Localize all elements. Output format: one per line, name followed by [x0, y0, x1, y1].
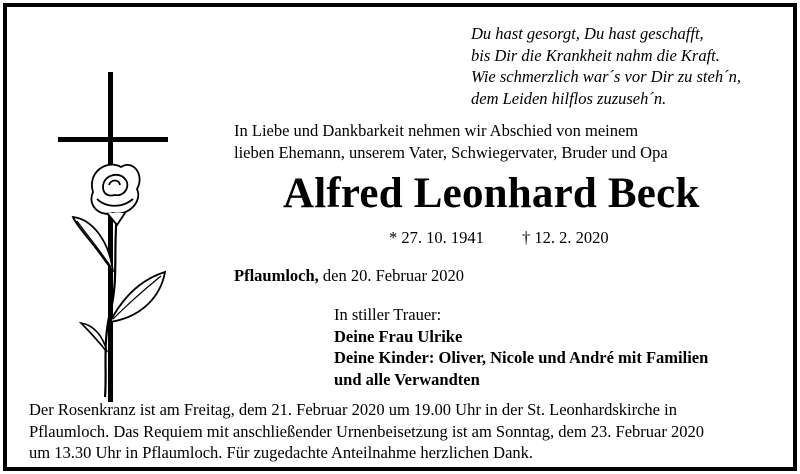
- deceased-name: Alfred Leonhard Beck: [283, 170, 700, 217]
- cross-with-rose-icon: [47, 67, 187, 407]
- service-line: Pflaumloch. Das Requiem mit anschließender Urnenbeisetzung ist am Sonntag, dem 23. Februar 2020: [29, 421, 704, 441]
- poem-line: Du hast gesorgt, Du hast geschafft,: [471, 24, 704, 43]
- life-dates: [389, 228, 609, 248]
- mourner-line: und alle Verwandten: [334, 369, 480, 389]
- poem-line: Wie schmerzlich war´s vor Dir zu steh´n,: [471, 67, 741, 86]
- mourners-heading: In stiller Trauer:: [334, 305, 442, 324]
- place-name: Pflaumloch,: [234, 266, 319, 285]
- mourner-line: Deine Frau Ulrike: [334, 326, 463, 346]
- farewell-intro: [234, 120, 668, 164]
- poem-verse: [471, 23, 741, 109]
- mourner-line: Deine Kinder: Oliver, Nicole und André mit Familien: [334, 348, 709, 367]
- intro-line: In Liebe und Dankbarkeit nehmen wir Abschied von meinem: [234, 121, 639, 140]
- birth-date: * 27. 10. 1941: [389, 228, 484, 247]
- place-and-date: [234, 266, 464, 286]
- service-line: Der Rosenkranz ist am Freitag, dem 21. Februar 2020 um 19.00 Uhr in der St. Leonhardskirche in: [29, 400, 677, 419]
- poem-line: dem Leiden hilflos zuzuseh´n.: [471, 88, 667, 108]
- death-date: † 12. 2. 2020: [522, 228, 609, 247]
- obituary-frame: [3, 3, 797, 471]
- poem-line: bis Dir die Krankheit nahm die Kraft.: [471, 45, 720, 65]
- service-line: um 13.30 Uhr in Pflaumloch. Für zugedachte Anteilnahme herzlichen Dank.: [29, 443, 534, 462]
- intro-line: lieben Ehemann, unserem Vater, Schwiegervater, Bruder und Opa: [234, 143, 668, 162]
- notice-date: den 20. Februar 2020: [318, 266, 465, 285]
- service-information: [29, 399, 704, 464]
- mourners-block: [334, 304, 708, 390]
